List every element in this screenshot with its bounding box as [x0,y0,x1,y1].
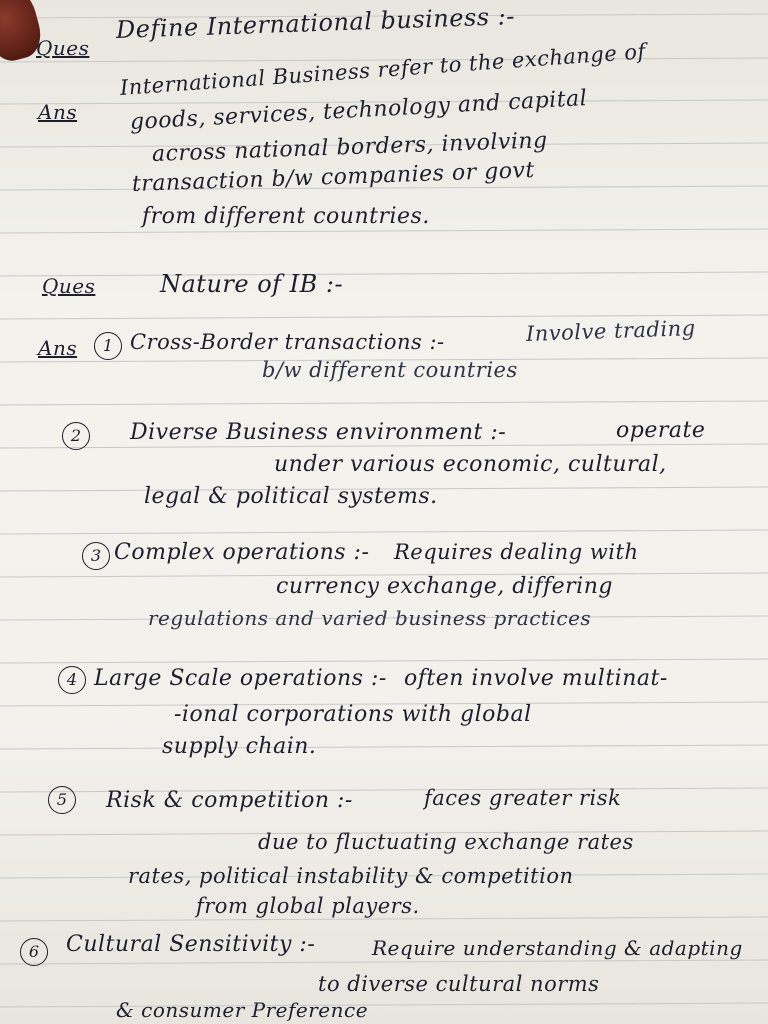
point-3-number: 3 [82,542,110,570]
answer-1-line-4: transaction b/w companies or govt [131,157,536,197]
question-1-label: Ques [36,36,90,60]
question-2-label: Ques [42,274,96,298]
point-6-number: 6 [20,938,48,966]
point-5-line-1: faces greater risk [424,786,622,810]
point-3-line-3: regulations and varied business practices [148,606,592,630]
point-4-heading: Large Scale operations :- [94,666,387,691]
answer-1-line-5: from different countries. [142,204,430,229]
point-2-number: 2 [62,422,90,450]
point-5-number: 5 [48,786,76,814]
point-6-line-1: Require understanding & adapting [372,936,743,960]
question-1-text: Define International business :- [115,2,516,44]
point-3-line-1: Requires dealing with [394,540,639,564]
point-3-line-2: currency exchange, differing [276,574,613,599]
point-6-line-3: & consumer Preference [116,998,369,1022]
point-5-line-3: rates, political instability & competition [128,864,574,888]
question-2-text: Nature of IB :- [160,270,344,298]
point-2-line-1: operate [616,418,706,443]
point-1-line-1: Involve trading [525,316,696,346]
point-2-line-2: under various economic, cultural, [274,452,667,477]
point-5-line-2: due to fluctuating exchange rates [258,830,634,854]
point-4-number: 4 [58,666,86,694]
point-5-line-4: from global players. [196,894,420,918]
answer-1-line-1: International Business refer to the exchange of [119,39,647,100]
point-1-number: 1 [94,332,122,360]
point-2-heading: Diverse Business environment :- [130,420,507,445]
answer-1-label: Ans [38,100,78,124]
point-2-line-3: legal & political systems. [144,484,438,509]
answer-1-line-2: goods, services, technology and capital [129,86,588,135]
point-4-line-2: -ional corporations with global [174,702,532,727]
point-4-line-1: often involve multinat- [404,666,668,691]
point-5-heading: Risk & competition :- [106,788,353,813]
point-4-line-3: supply chain. [162,734,317,759]
point-1-line-2: b/w different countries [262,358,518,382]
point-3-heading: Complex operations :- [114,540,370,565]
point-6-heading: Cultural Sensitivity :- [66,932,316,957]
point-6-line-2: to diverse cultural norms [318,972,600,996]
point-1-heading: Cross-Border transactions :- [130,330,445,354]
answer-2-label: Ans [38,336,78,360]
answer-1-line-3: across national borders, involving [151,128,549,167]
